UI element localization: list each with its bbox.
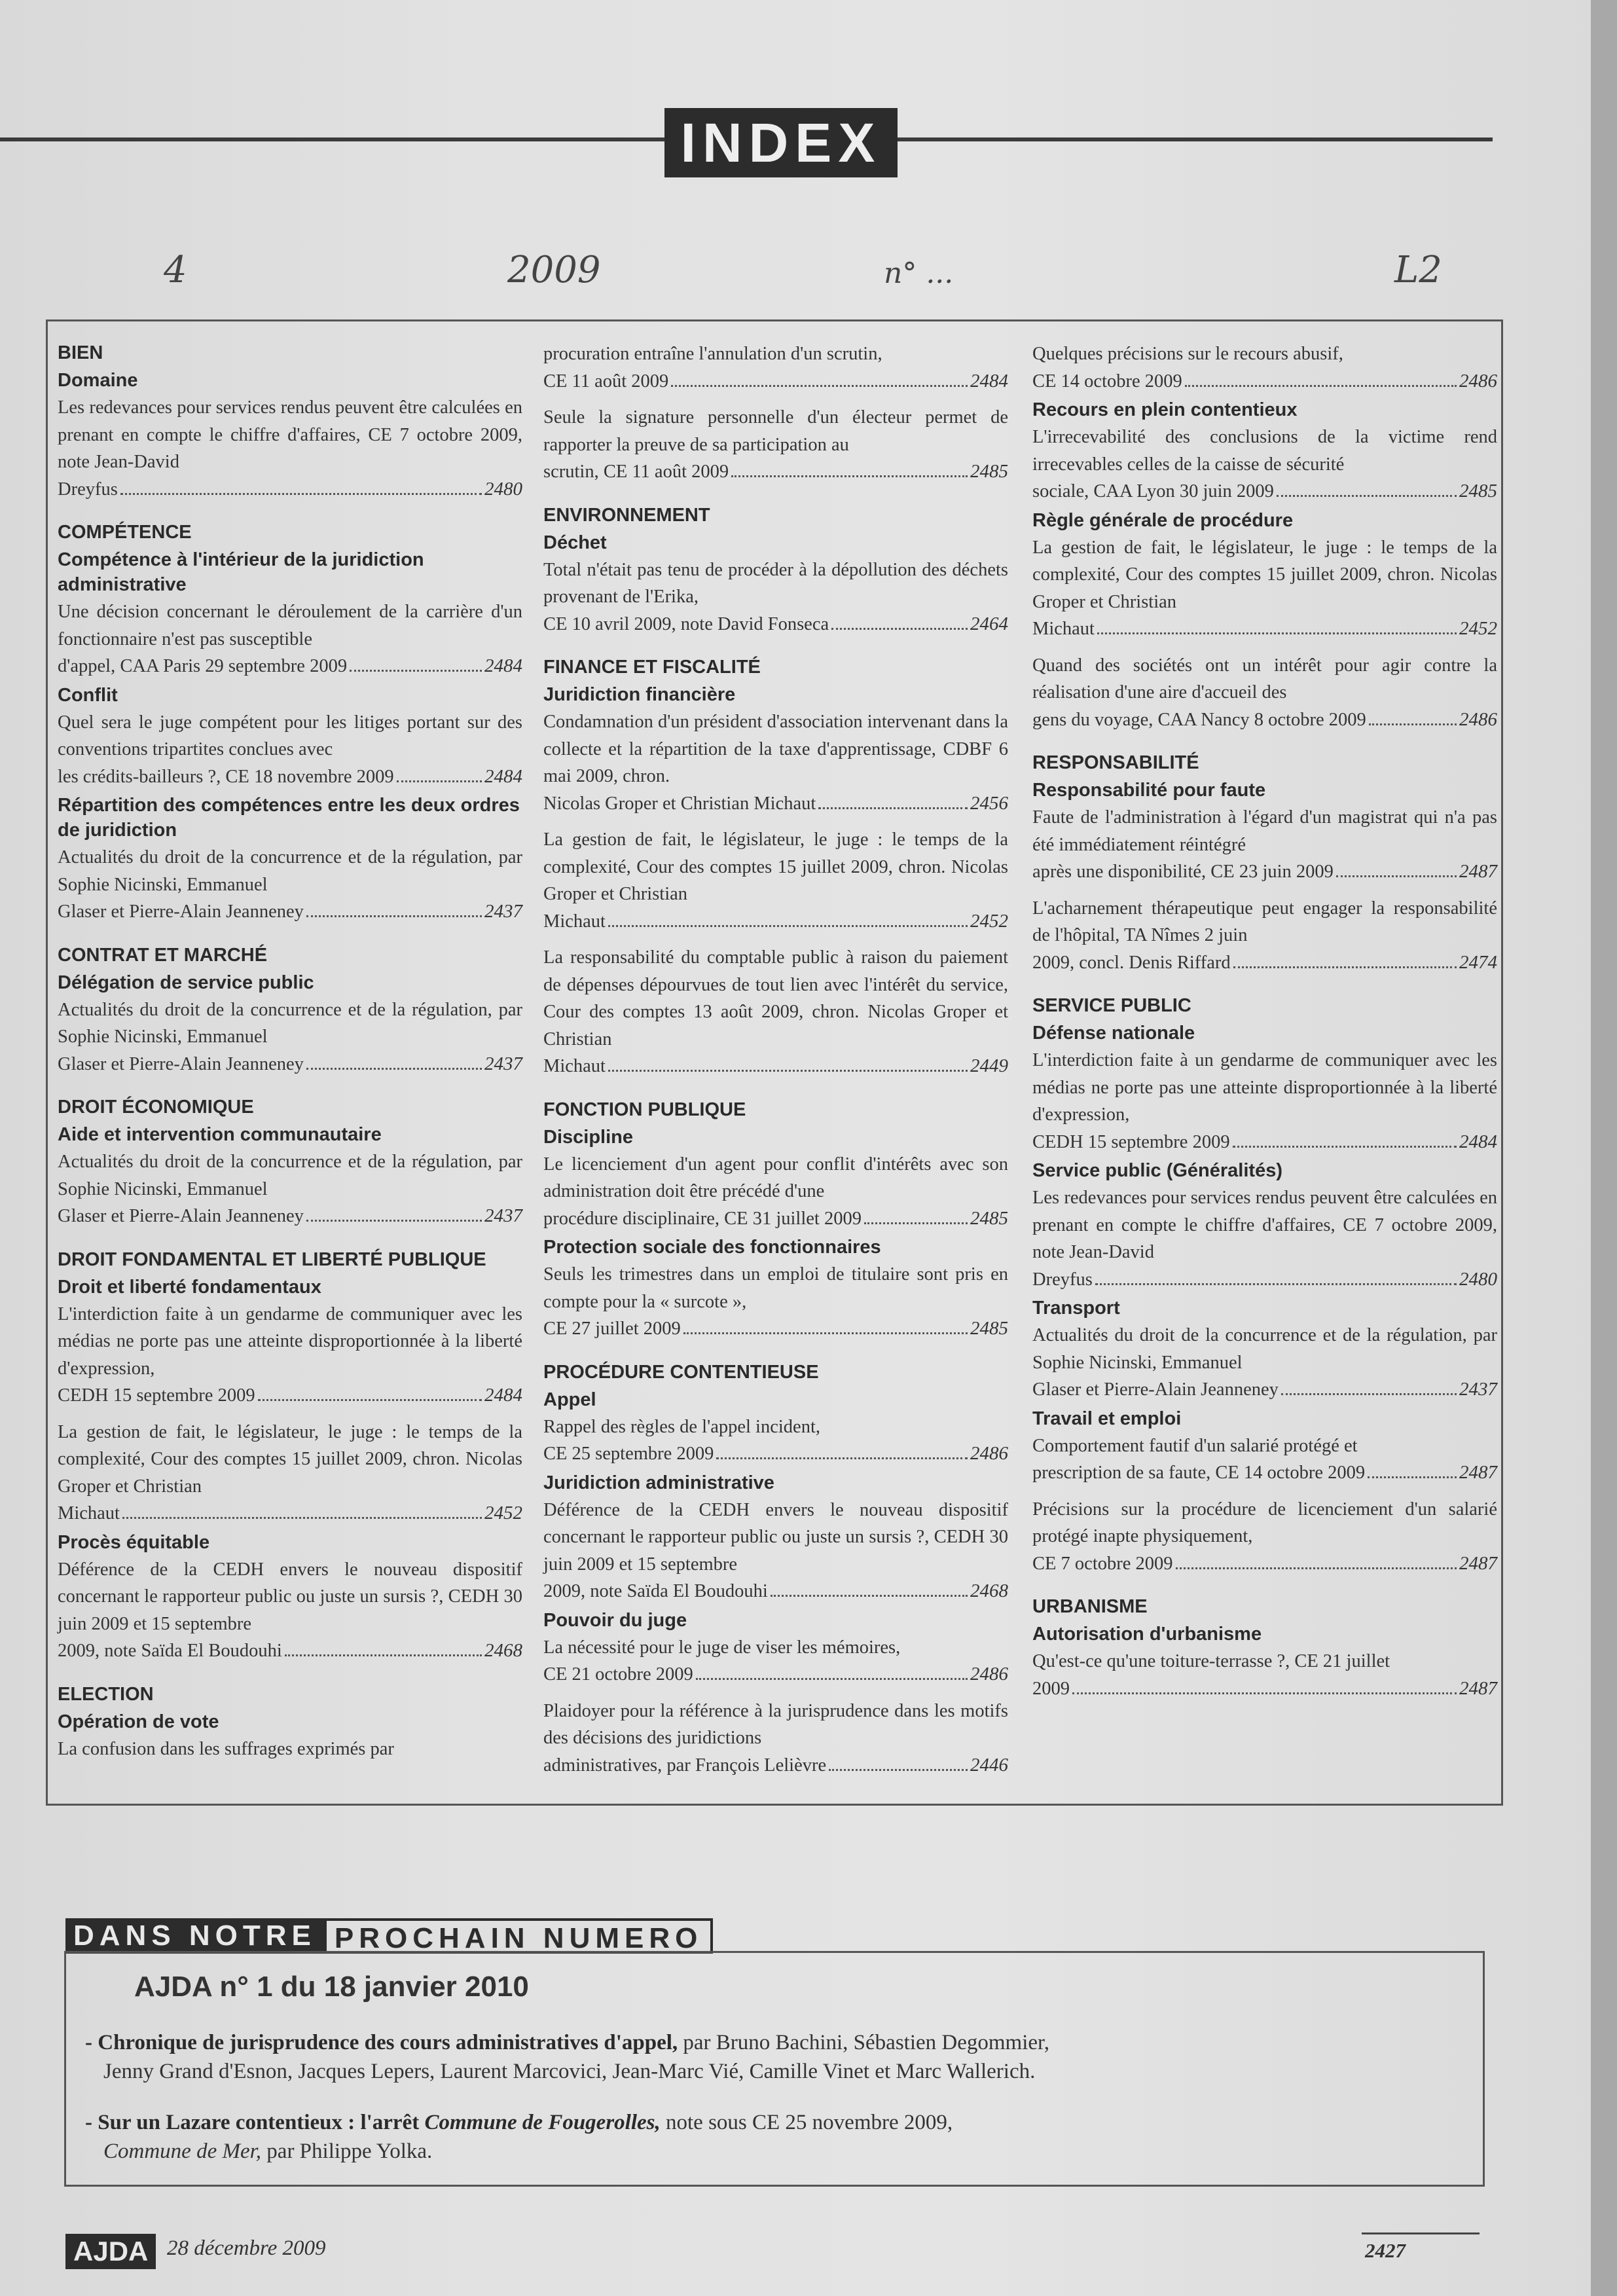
entry-last-line (543, 611, 1008, 638)
entry-last-text: CE 11 août 2009 (543, 371, 669, 392)
entry-last-line (1032, 1459, 1497, 1487)
leader-dots (1176, 1567, 1457, 1569)
entry-last-text: CE 14 octobre 2009 (1032, 371, 1182, 392)
entry-text: Actualités du droit de la concurrence et de la régulation, par Sophie Nicinski, Emmanuel (58, 1152, 522, 1199)
entry-last-text: CE 10 avril 2009, note David Fonseca (543, 613, 829, 634)
entry-last-text: Nicolas Groper et Christian Michaut (543, 793, 816, 814)
leader-dots (120, 493, 482, 495)
page-ref: 2480 (1459, 1268, 1497, 1290)
leader-dots (1368, 1476, 1457, 1478)
entry-last-line (58, 653, 522, 680)
index-entry (543, 340, 1008, 395)
subsection-heading: Pouvoir du juge (543, 1609, 687, 1631)
entry-last-line (543, 1661, 1008, 1688)
index-entry (543, 1261, 1008, 1343)
handwritten-note-4: L2 (1394, 249, 1442, 291)
subsection-heading: Autorisation d'urbanisme (1032, 1624, 1262, 1645)
next-issue-item-2 (85, 2108, 1460, 2166)
entry-last-text: d'appel, CAA Paris 29 septembre 2009 (58, 656, 348, 676)
leader-dots (1185, 385, 1457, 387)
index-entry (1032, 534, 1497, 643)
entry-text: Précisions sur la procédure de licenciement d'un salarié protégé inapte physiquement, (1032, 1499, 1497, 1546)
item-1-line2: Jenny Grand d'Esnon, Jacques Lepers, Laurent Marcovici, Jean-Marc Vié, Camille Vinet et Marc Wallerich. (103, 2060, 1036, 2083)
header-rule-right (890, 137, 1493, 141)
index-entry (543, 1497, 1008, 1605)
entry-last-line (543, 1053, 1008, 1080)
leader-dots (818, 807, 968, 809)
section-heading: ELECTION (58, 1683, 154, 1705)
entry-last-line (1032, 858, 1497, 886)
index-entry (58, 1736, 522, 1763)
item-2-rest: note sous CE 25 novembre 2009, (660, 2111, 953, 2134)
next-issue-label-b: PROCHAIN NUMERO (324, 1918, 713, 1954)
entry-text: L'irrecevabilité des conclusions de la victime rend irrecevables celles de la caisse de sécurité (1032, 427, 1497, 475)
subsection-heading: Règle générale de procédure (1032, 509, 1294, 531)
leader-dots (608, 925, 968, 927)
page-ref: 2486 (970, 1443, 1008, 1464)
index-entry (543, 404, 1008, 486)
subsection-heading: Transport (1032, 1298, 1120, 1319)
next-issue-title: AJDA n° 1 du 18 janvier 2010 (134, 1971, 529, 2003)
index-entry (58, 844, 522, 926)
entry-text: Qu'est-ce qu'une toiture-terrasse ?, CE 21 juillet (1032, 1651, 1390, 1671)
index-entry (1032, 1648, 1497, 1702)
entry-last-text: procédure disciplinaire, CE 31 juillet 2009 (543, 1208, 862, 1229)
page-ref: 2437 (484, 1205, 522, 1226)
page-ref: 2474 (1459, 951, 1497, 973)
entry-text: Quelques précisions sur le recours abusif, (1032, 344, 1343, 364)
index-entry (1032, 1496, 1497, 1578)
entry-last-text: Michaut (543, 911, 606, 932)
page-ref: 2487 (1459, 1462, 1497, 1483)
entry-last-text: CEDH 15 septembre 2009 (1032, 1131, 1230, 1152)
header-rule-left (0, 137, 668, 141)
entry-last-line (1032, 615, 1497, 643)
leader-dots (1277, 495, 1457, 497)
index-column-3 (1032, 340, 1497, 1702)
index-entry (1032, 424, 1497, 505)
entry-last-line (543, 1205, 1008, 1233)
entry-last-line (58, 1203, 522, 1230)
entry-last-text: Michaut (543, 1056, 606, 1076)
entry-last-text: 2009, note Saïda El Boudouhi (543, 1581, 768, 1601)
index-entry (1032, 1184, 1497, 1293)
entry-last-text: Glaser et Pierre-Alain Jeanneney (58, 902, 304, 922)
leader-dots (683, 1332, 968, 1334)
entry-last-line (1032, 478, 1497, 505)
entry-text: La gestion de fait, le législateur, le juge : le temps de la complexité, Cour des comptes 15 juillet 2009, chron. Nicolas Groper et Christian (543, 829, 1008, 904)
subsection-heading: Appel (543, 1389, 596, 1410)
index-entry (1032, 1322, 1497, 1404)
item-2-line2-italic: Commune de Mer, (103, 2140, 262, 2163)
section-heading: CONTRAT ET MARCHÉ (58, 944, 268, 966)
leader-dots (831, 628, 968, 630)
index-entry (58, 709, 522, 791)
subsection-heading: Droit et liberté fondamentaux (58, 1276, 321, 1298)
page-ref: 2437 (484, 901, 522, 922)
entry-text: Seule la signature personnelle d'un électeur permet de rapporter la preuve de sa participation au (543, 407, 1008, 455)
leader-dots (1072, 1692, 1457, 1694)
index-entry (58, 996, 522, 1078)
entry-text: Seuls les trimestres dans un emploi de titulaire sont pris en compte pour la « surcote », (543, 1264, 1008, 1312)
entry-text: La confusion dans les suffrages exprimés par (58, 1738, 394, 1759)
entry-text: Actualités du droit de la concurrence et de la régulation, par Sophie Nicinski, Emmanuel (58, 847, 522, 895)
entry-text: Quel sera le juge compétent pour les litiges portant sur des conventions tripartites conclues avec (58, 712, 522, 759)
handwritten-note-2: 2009 (507, 249, 601, 291)
entry-last-text: 2009 (1032, 1678, 1070, 1699)
entry-last-text: après une disponibilité, CE 23 juin 2009 (1032, 862, 1334, 882)
leader-dots (306, 915, 482, 917)
item-1-bold: - Chronique de jurisprudence des cours administratives d'appel, (85, 2031, 678, 2054)
page-ref: 2456 (970, 792, 1008, 814)
leader-dots (1233, 966, 1457, 968)
subsection-heading: Discipline (543, 1126, 633, 1148)
entry-last-line (1032, 1550, 1497, 1578)
entry-last-text: administratives, par François Lelièvre (543, 1755, 827, 1776)
page-ref: 2485 (970, 1207, 1008, 1229)
entry-last-line (1032, 1129, 1497, 1156)
section-heading: BIEN (58, 342, 103, 363)
entry-text: Total n'était pas tenu de procéder à la dépollution des déchets provenant de l'Erika, (543, 559, 1008, 607)
subsection-heading: Opération de vote (58, 1711, 219, 1732)
entry-text: L'acharnement thérapeutique peut engager la responsabilité de l'hôpital, TA Nîmes 2 juin (1032, 898, 1497, 945)
entry-last-line (543, 1440, 1008, 1468)
leader-dots (1336, 875, 1457, 877)
page-ref: 2480 (484, 478, 522, 500)
page-ref: 2486 (1459, 370, 1497, 392)
leader-dots (716, 1457, 968, 1459)
section-heading: FINANCE ET FISCALITÉ (543, 657, 761, 678)
leader-dots (258, 1399, 482, 1401)
entry-text: Les redevances pour services rendus peuvent être calculées en prenant en compte le chiffre d'affaires, CE 7 octobre 2009, note Jean-David (1032, 1188, 1497, 1262)
entry-last-line (543, 1315, 1008, 1343)
entry-last-line (58, 898, 522, 926)
index-entry (58, 1301, 522, 1410)
page-ref: 2485 (1459, 481, 1497, 501)
entry-last-text: gens du voyage, CAA Nancy 8 octobre 2009 (1032, 709, 1366, 730)
entry-text: Rappel des règles de l'appel incident, (543, 1416, 820, 1437)
index-entry (543, 1634, 1008, 1688)
section-heading: ENVIRONNEMENT (543, 504, 710, 526)
entry-last-text: scrutin, CE 11 août 2009 (543, 462, 729, 482)
subsection-heading: Délégation de service public (58, 972, 314, 993)
page-ref: 2468 (484, 1640, 522, 1661)
subsection-heading: Domaine (58, 370, 138, 391)
subsection-heading: Service public (Généralités) (1032, 1160, 1282, 1181)
section-heading: SERVICE PUBLIC (1032, 995, 1191, 1016)
leader-dots (696, 1678, 968, 1680)
entry-text: L'interdiction faite à un gendarme de communiquer avec les médias ne porte pas une atteinte disproportionnée à la liberté d'expression, (58, 1303, 522, 1379)
index-entry (58, 1556, 522, 1665)
page-title: INDEX (664, 108, 898, 177)
entry-text: Déférence de la CEDH envers le nouveau dispositif concernant le rapporteur public ou juste un sursis ?, CEDH 30 juin 2009 et 15 septembre (543, 1499, 1008, 1575)
entry-text: Actualités du droit de la concurrence et de la régulation, par Sophie Nicinski, Emmanuel (58, 999, 522, 1047)
entry-last-text: CE 21 octobre 2009 (543, 1664, 693, 1685)
entry-text: La responsabilité du comptable public à raison du paiement de dépenses dépourvues de tout lien avec l'intérêt du service, Cour des comptes 13 août 2009, chron. Nicolas Groper et Christian (543, 947, 1008, 1049)
entry-last-line (58, 1051, 522, 1078)
index-entry (543, 556, 1008, 638)
index-entry (1032, 1432, 1497, 1487)
index-entry (58, 1148, 522, 1230)
page-edge (1591, 0, 1617, 2296)
page-ref: 2485 (970, 1318, 1008, 1339)
subsection-heading: Conflit (58, 684, 118, 706)
leader-dots (285, 1654, 482, 1656)
entry-text: Déférence de la CEDH envers le nouveau dispositif concernant le rapporteur public ou juste un sursis ?, CEDH 30 juin 2009 et 15 septembre (58, 1559, 522, 1634)
leader-dots (771, 1595, 968, 1597)
page-ref: 2484 (484, 1385, 522, 1406)
index-entry (543, 944, 1008, 1080)
entry-last-text: Glaser et Pierre-Alain Jeanneney (58, 1206, 304, 1226)
page-ref: 2486 (1459, 708, 1497, 730)
next-issue-item-1 (85, 2028, 1460, 2086)
subsection-heading: Compétence à l'intérieur de la juridiction administrative (58, 549, 424, 595)
section-heading: DROIT FONDAMENTAL ET LIBERTÉ PUBLIQUE (58, 1248, 486, 1270)
next-issue-label-a: DANS NOTRE (65, 1918, 324, 1954)
entry-text: Faute de l'administration à l'égard d'un magistrat qui n'a pas été immédiatement réintégré (1032, 807, 1497, 855)
page-ref: 2452 (1459, 618, 1497, 639)
leader-dots (1369, 723, 1457, 725)
item-2-bold-italic: Commune de Fougerolles, (424, 2111, 661, 2134)
entry-last-text: Michaut (1032, 619, 1095, 639)
footer-logo: AJDA (65, 2234, 156, 2269)
entry-last-text: sociale, CAA Lyon 30 juin 2009 (1032, 481, 1274, 501)
entry-last-text: 2009, note Saïda El Boudouhi (58, 1641, 282, 1661)
subsection-heading: Protection sociale des fonctionnaires (543, 1237, 881, 1258)
page-ref: 2452 (484, 1503, 522, 1523)
entry-text: Quand des sociétés ont un intérêt pour agir contre la réalisation d'une aire d'accueil des (1032, 655, 1497, 702)
entry-text: procuration entraîne l'annulation d'un scrutin, (543, 344, 882, 364)
entry-text: La nécessité pour le juge de viser les mémoires, (543, 1637, 901, 1658)
entry-text: La gestion de fait, le législateur, le juge : le temps de la complexité, Cour des comptes 15 juillet 2009, chron. Nicolas Groper et Christian (1032, 537, 1497, 612)
entry-last-line (58, 763, 522, 791)
entry-last-text: Michaut (58, 1503, 120, 1523)
index-entry (1032, 652, 1497, 734)
subsection-heading: Déchet (543, 532, 607, 553)
leader-dots (306, 1220, 482, 1222)
section-heading: URBANISME (1032, 1596, 1148, 1617)
entry-text: Une décision concernant le déroulement de la carrière d'un fonctionnaire n'est pas susceptible (58, 602, 522, 649)
subsection-heading: Juridiction financière (543, 684, 736, 705)
entry-last-line (543, 368, 1008, 395)
page-ref: 2449 (970, 1055, 1008, 1076)
index-entry (58, 598, 522, 680)
leader-dots (1281, 1393, 1457, 1395)
entry-last-line (1032, 368, 1497, 395)
entry-last-text: Dreyfus (1032, 1269, 1093, 1290)
leader-dots (864, 1222, 968, 1224)
section-heading: PROCÉDURE CONTENTIEUSE (543, 1361, 819, 1383)
page-ref: 2437 (1459, 1379, 1497, 1400)
entry-last-text: les crédits-bailleurs ?, CE 18 novembre 2009 (58, 766, 394, 787)
entry-last-line (58, 1637, 522, 1665)
subsection-heading: Aide et intervention communautaire (58, 1124, 382, 1145)
entry-last-text: 2009, concl. Denis Riffard (1032, 952, 1231, 973)
leader-dots (397, 780, 482, 782)
entry-text: L'interdiction faite à un gendarme de communiquer avec les médias ne porte pas une atteinte disproportionnée à la liberté d'expression, (1032, 1050, 1497, 1125)
section-heading: RESPONSABILITÉ (1032, 752, 1199, 773)
footer-rule (1362, 2232, 1480, 2234)
entry-last-line (543, 458, 1008, 486)
item-2-line2: par Philippe Yolka. (261, 2140, 433, 2163)
index-column-2 (543, 340, 1008, 1779)
entry-last-text: prescription de sa faute, CE 14 octobre 2009 (1032, 1463, 1366, 1483)
page-ref: 2486 (970, 1664, 1008, 1685)
leader-dots (1233, 1146, 1457, 1148)
entry-last-line (1032, 1376, 1497, 1404)
subsection-heading: Travail et emploi (1032, 1408, 1182, 1429)
entry-last-text: CE 7 octobre 2009 (1032, 1553, 1173, 1574)
entry-last-text: Glaser et Pierre-Alain Jeanneney (58, 1053, 304, 1074)
entry-last-line (1032, 1266, 1497, 1294)
entry-text: Comportement fautif d'un salarié protégé et (1032, 1435, 1358, 1456)
entry-text: Condamnation d'un président d'association intervenant dans la collecte et la répartition de la taxe d'apprentissage, CDBF 6 mai 2009, chron. (543, 712, 1008, 786)
entry-last-line (543, 908, 1008, 936)
leader-dots (306, 1068, 482, 1070)
entry-last-line (1032, 949, 1497, 977)
entry-text: Plaidoyer pour la référence à la jurisprudence dans les motifs des décisions des juridictions (543, 1700, 1008, 1748)
entry-text: Le licenciement d'un agent pour conflit d'intérêts avec son administration doit être précédé d'une (543, 1154, 1008, 1201)
footer-date: 28 décembre 2009 (167, 2236, 326, 2260)
entry-last-text: CEDH 15 septembre 2009 (58, 1385, 255, 1406)
index-entry (1032, 1047, 1497, 1156)
page-ref: 2487 (1459, 1677, 1497, 1699)
entry-last-line (1032, 1675, 1497, 1703)
index-entry (543, 1698, 1008, 1779)
page-ref: 2487 (1459, 1552, 1497, 1574)
entry-text: Les redevances pour services rendus peuvent être calculées en prenant en compte le chiffre d'affaires, CE 7 octobre 2009, note Jean-David (58, 397, 522, 472)
handwritten-note-3: n° ... (884, 257, 954, 290)
leader-dots (1095, 1283, 1457, 1285)
leader-dots (122, 1517, 482, 1519)
index-column-1 (58, 340, 522, 1762)
index-entry (543, 1413, 1008, 1468)
page-ref: 2437 (484, 1053, 522, 1074)
page-ref: 2446 (970, 1754, 1008, 1776)
leader-dots (731, 475, 968, 477)
next-issue-banner (65, 1918, 713, 1954)
leader-dots (350, 670, 482, 672)
entry-last-text: CE 27 juillet 2009 (543, 1319, 681, 1339)
index-entry (543, 826, 1008, 935)
page-ref: 2484 (484, 655, 522, 676)
subsection-heading: Recours en plein contentieux (1032, 399, 1298, 420)
item-2-bold: - Sur un Lazare contentieux : l'arrêt (85, 2111, 425, 2134)
leader-dots (671, 385, 968, 387)
entry-text: La gestion de fait, le législateur, le juge : le temps de la complexité, Cour des comptes 15 juillet 2009, chron. Nicolas Groper et Christian (58, 1421, 522, 1497)
index-entry (1032, 895, 1497, 977)
index-entry (543, 708, 1008, 817)
footer-page-number: 2427 (1365, 2239, 1406, 2262)
index-entry (58, 394, 522, 503)
index-entry (1032, 804, 1497, 886)
index-entry (1032, 340, 1497, 395)
page-ref: 2484 (970, 370, 1008, 392)
index-entry (58, 1419, 522, 1527)
entry-last-line (58, 476, 522, 503)
entry-last-text: Dreyfus (58, 479, 118, 500)
page-ref: 2452 (970, 910, 1008, 932)
handwritten-note-1: 4 (164, 249, 187, 291)
entry-text: Actualités du droit de la concurrence et de la régulation, par Sophie Nicinski, Emmanuel (1032, 1325, 1497, 1373)
page-ref: 2487 (1459, 861, 1497, 882)
entry-last-line (543, 790, 1008, 818)
subsection-heading: Procès équitable (58, 1531, 210, 1553)
section-heading: DROIT ÉCONOMIQUE (58, 1097, 254, 1118)
page-ref: 2484 (1459, 1131, 1497, 1152)
entry-last-text: Glaser et Pierre-Alain Jeanneney (1032, 1379, 1279, 1400)
page-ref: 2485 (970, 461, 1008, 482)
page-ref: 2464 (970, 613, 1008, 634)
entry-last-line (543, 1752, 1008, 1779)
subsection-heading: Juridiction administrative (543, 1472, 774, 1493)
leader-dots (1097, 632, 1457, 634)
subsection-heading: Défense nationale (1032, 1023, 1195, 1044)
entry-last-line (1032, 706, 1497, 734)
index-entry (543, 1151, 1008, 1233)
section-heading: COMPÉTENCE (58, 522, 192, 543)
entry-last-line (58, 1382, 522, 1410)
page-ref: 2484 (484, 765, 522, 787)
entry-last-line (543, 1578, 1008, 1605)
entry-last-line (58, 1500, 522, 1527)
entry-last-text: CE 25 septembre 2009 (543, 1444, 714, 1464)
leader-dots (829, 1769, 968, 1771)
section-heading: FONCTION PUBLIQUE (543, 1099, 746, 1120)
leader-dots (608, 1070, 968, 1072)
subsection-heading: Répartition des compétences entre les deux ordres de juridiction (58, 795, 520, 841)
item-1-rest: par Bruno Bachini, Sébastien Degommier, (678, 2031, 1049, 2054)
subsection-heading: Responsabilité pour faute (1032, 780, 1266, 801)
page-ref: 2468 (970, 1580, 1008, 1601)
